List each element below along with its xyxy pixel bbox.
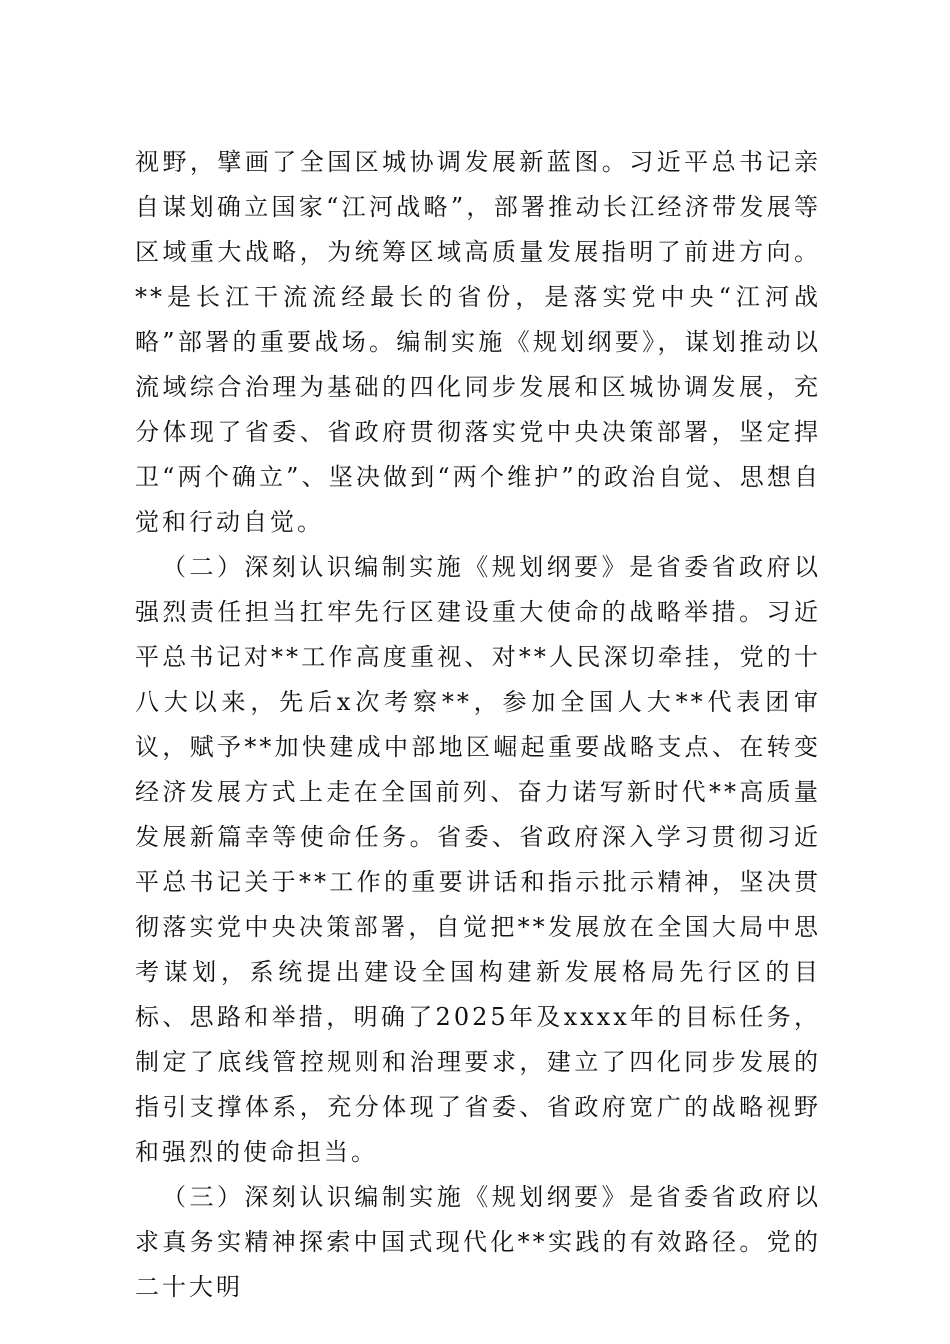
document-body — [135, 140, 821, 1310]
paragraph-3-text: 党的二十大明 — [135, 1228, 822, 1301]
paragraph-2 — [135, 545, 821, 1175]
section-2-heading: （二）深刻认识编制实施《规划纲要》是省委省政府以强烈责任担当扛牢先行区建设重大使命的战略举措。 — [135, 553, 821, 626]
paragraph-2-text: 习近平总书记对**工作高度重视、对**人民深切牵挂，党的十八大以来，先后x次考察**，参加全国人大**代表团审议，赋予**加快建成中部地区崛起重要战略支点、在转变经济发展方式上走在全国前列、奋力诺写新时代**高质量发展新篇幸等使命任务。省委、省政府深入学习贯彻习近平总书记关于**工作的重要讲话和指示批示精神，坚决贯彻落实党中央决策部署，自觉把**发展放在全国大局中思考谋划，系统提出建设全国构建新发展格局先行区的目标、思路和举措，明确了2025年及xxxx年的目标任务，制定了底线管控规则和治理要求，建立了四化同步发展的指引支撑体系，充分体现了省委、省政府宽广的战略视野和强烈的使命担当。 — [135, 598, 822, 1166]
paragraph-3 — [135, 1175, 821, 1310]
paragraph-1 — [135, 140, 821, 545]
paragraph-1-text: 视野，擘画了全国区城协调发展新蓝图。习近平总书记亲自谋划确立国家“江河战略”，部署推动长江经济带发展等区域重大战略，为统筹区域高质量发展指明了前进方向。**是长江干流流经最长的省份，是落实党中央“江河战略”部署的重要战场。编制实施《规划纲要》，谋划推动以流域综合治理为基础的四化同步发展和区城协调发展，充分体现了省委、省政府贯彻落实党中央决策部署，坚定捍卫“两个确立”、坚决做到“两个维护”的政治自觉、思想自觉和行动自觉。 — [135, 148, 821, 536]
section-3-heading: （三）深刻认识编制实施《规划纲要》是省委省政府以求真务实精神探索中国式现代化**实践的有效路径。 — [135, 1183, 821, 1256]
